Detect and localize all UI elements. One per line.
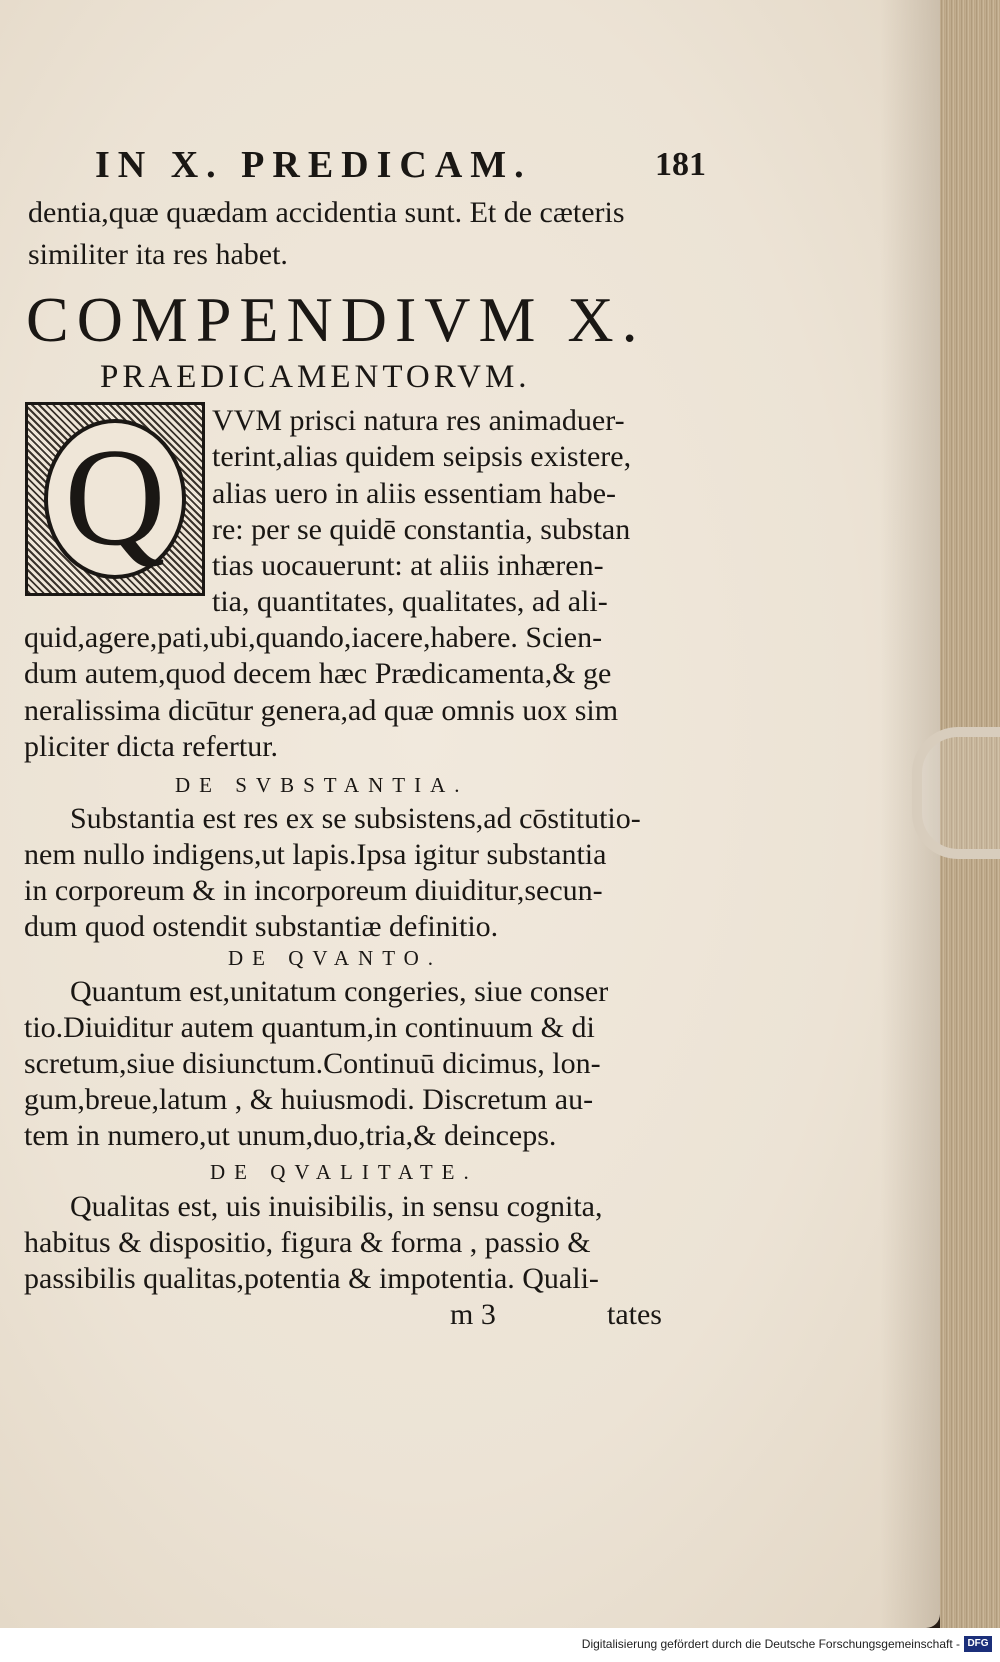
book-clasp [912,727,1000,859]
text-line: pliciter dicta refertur. [24,730,279,763]
text-line: dum autem,quod decem hæc Prædicamenta,& ge [24,657,612,690]
text-line: Substantia est res ex se subsistens,ad cōstitutio- [70,802,641,835]
text-line: gum,breue,latum , & huiusmodi. Discretum au- [24,1083,594,1116]
text-line: nem nullo indigens,ut lapis.Ipsa igitur substantia [24,838,607,871]
text-line: alias uero in aliis essentiam habe- [212,477,617,510]
text-line: scretum,siue disiunctum.Continuū dicimus, lon- [24,1047,601,1080]
text-line: tio.Diuiditur autem quantum,in continuum & di [24,1011,595,1044]
text-line: dentia,quæ quædam accidentia sunt. Et de cæteris [28,196,625,229]
text-line: re: per se quidē constantia, substan [212,513,631,546]
text-line: similiter ita res habet. [28,238,288,271]
text-line: habitus & dispositio, figura & forma , passio & [24,1226,591,1259]
text-line: neralissima dicūtur genera,ad quæ omnis uox sim [24,694,619,727]
section-heading: DE QVANTO. [228,946,443,970]
footer-bar [0,1628,1000,1662]
text-line: Quantum est,unitatum congeries, siue conser [70,975,609,1008]
text-line: tias uocauerunt: at aliis inhæren- [212,549,604,582]
chapter-subtitle: PRAEDICAMENTORVM. [100,359,531,395]
text-line: in corporeum & in incorporeum diuiditur,secun- [24,874,603,907]
text-line: passibilis qualitas,potentia & impotentia. Quali- [24,1262,599,1295]
text-line: VVM prisci natura res animaduer- [212,404,625,437]
text-line: tem in numero,ut unum,duo,tria,& deinceps. [24,1119,557,1152]
page-number: 181 [655,146,706,183]
dfg-logo: DFG [964,1636,992,1652]
decorated-initial [25,402,205,596]
drop-cap-letter: Q [64,420,166,575]
text-line: Qualitas est, uis inuisibilis, in sensu cognita, [70,1190,603,1223]
chapter-title: COMPENDIVM X. [26,284,646,355]
footer-credit: Digitalisierung gefördert durch die Deutsche Forschungsgemeinschaft - [581,1637,960,1651]
text-line: tia, quantitates, qualitates, ad ali- [212,585,608,618]
text-line: quid,agere,pati,ubi,quando,iacere,habere. Scien- [24,621,603,654]
signature-mark: m 3 [450,1298,496,1331]
section-heading: DE QVALITATE. [210,1160,478,1184]
text-line: dum quod ostendit substantiæ definitio. [24,910,499,943]
catchword: tates [607,1298,662,1331]
text-line: terint,alias quidem seipsis existere, [212,440,632,473]
running-head: IN X. PREDICAM. [95,144,532,186]
section-heading: DE SVBSTANTIA. [175,773,469,797]
